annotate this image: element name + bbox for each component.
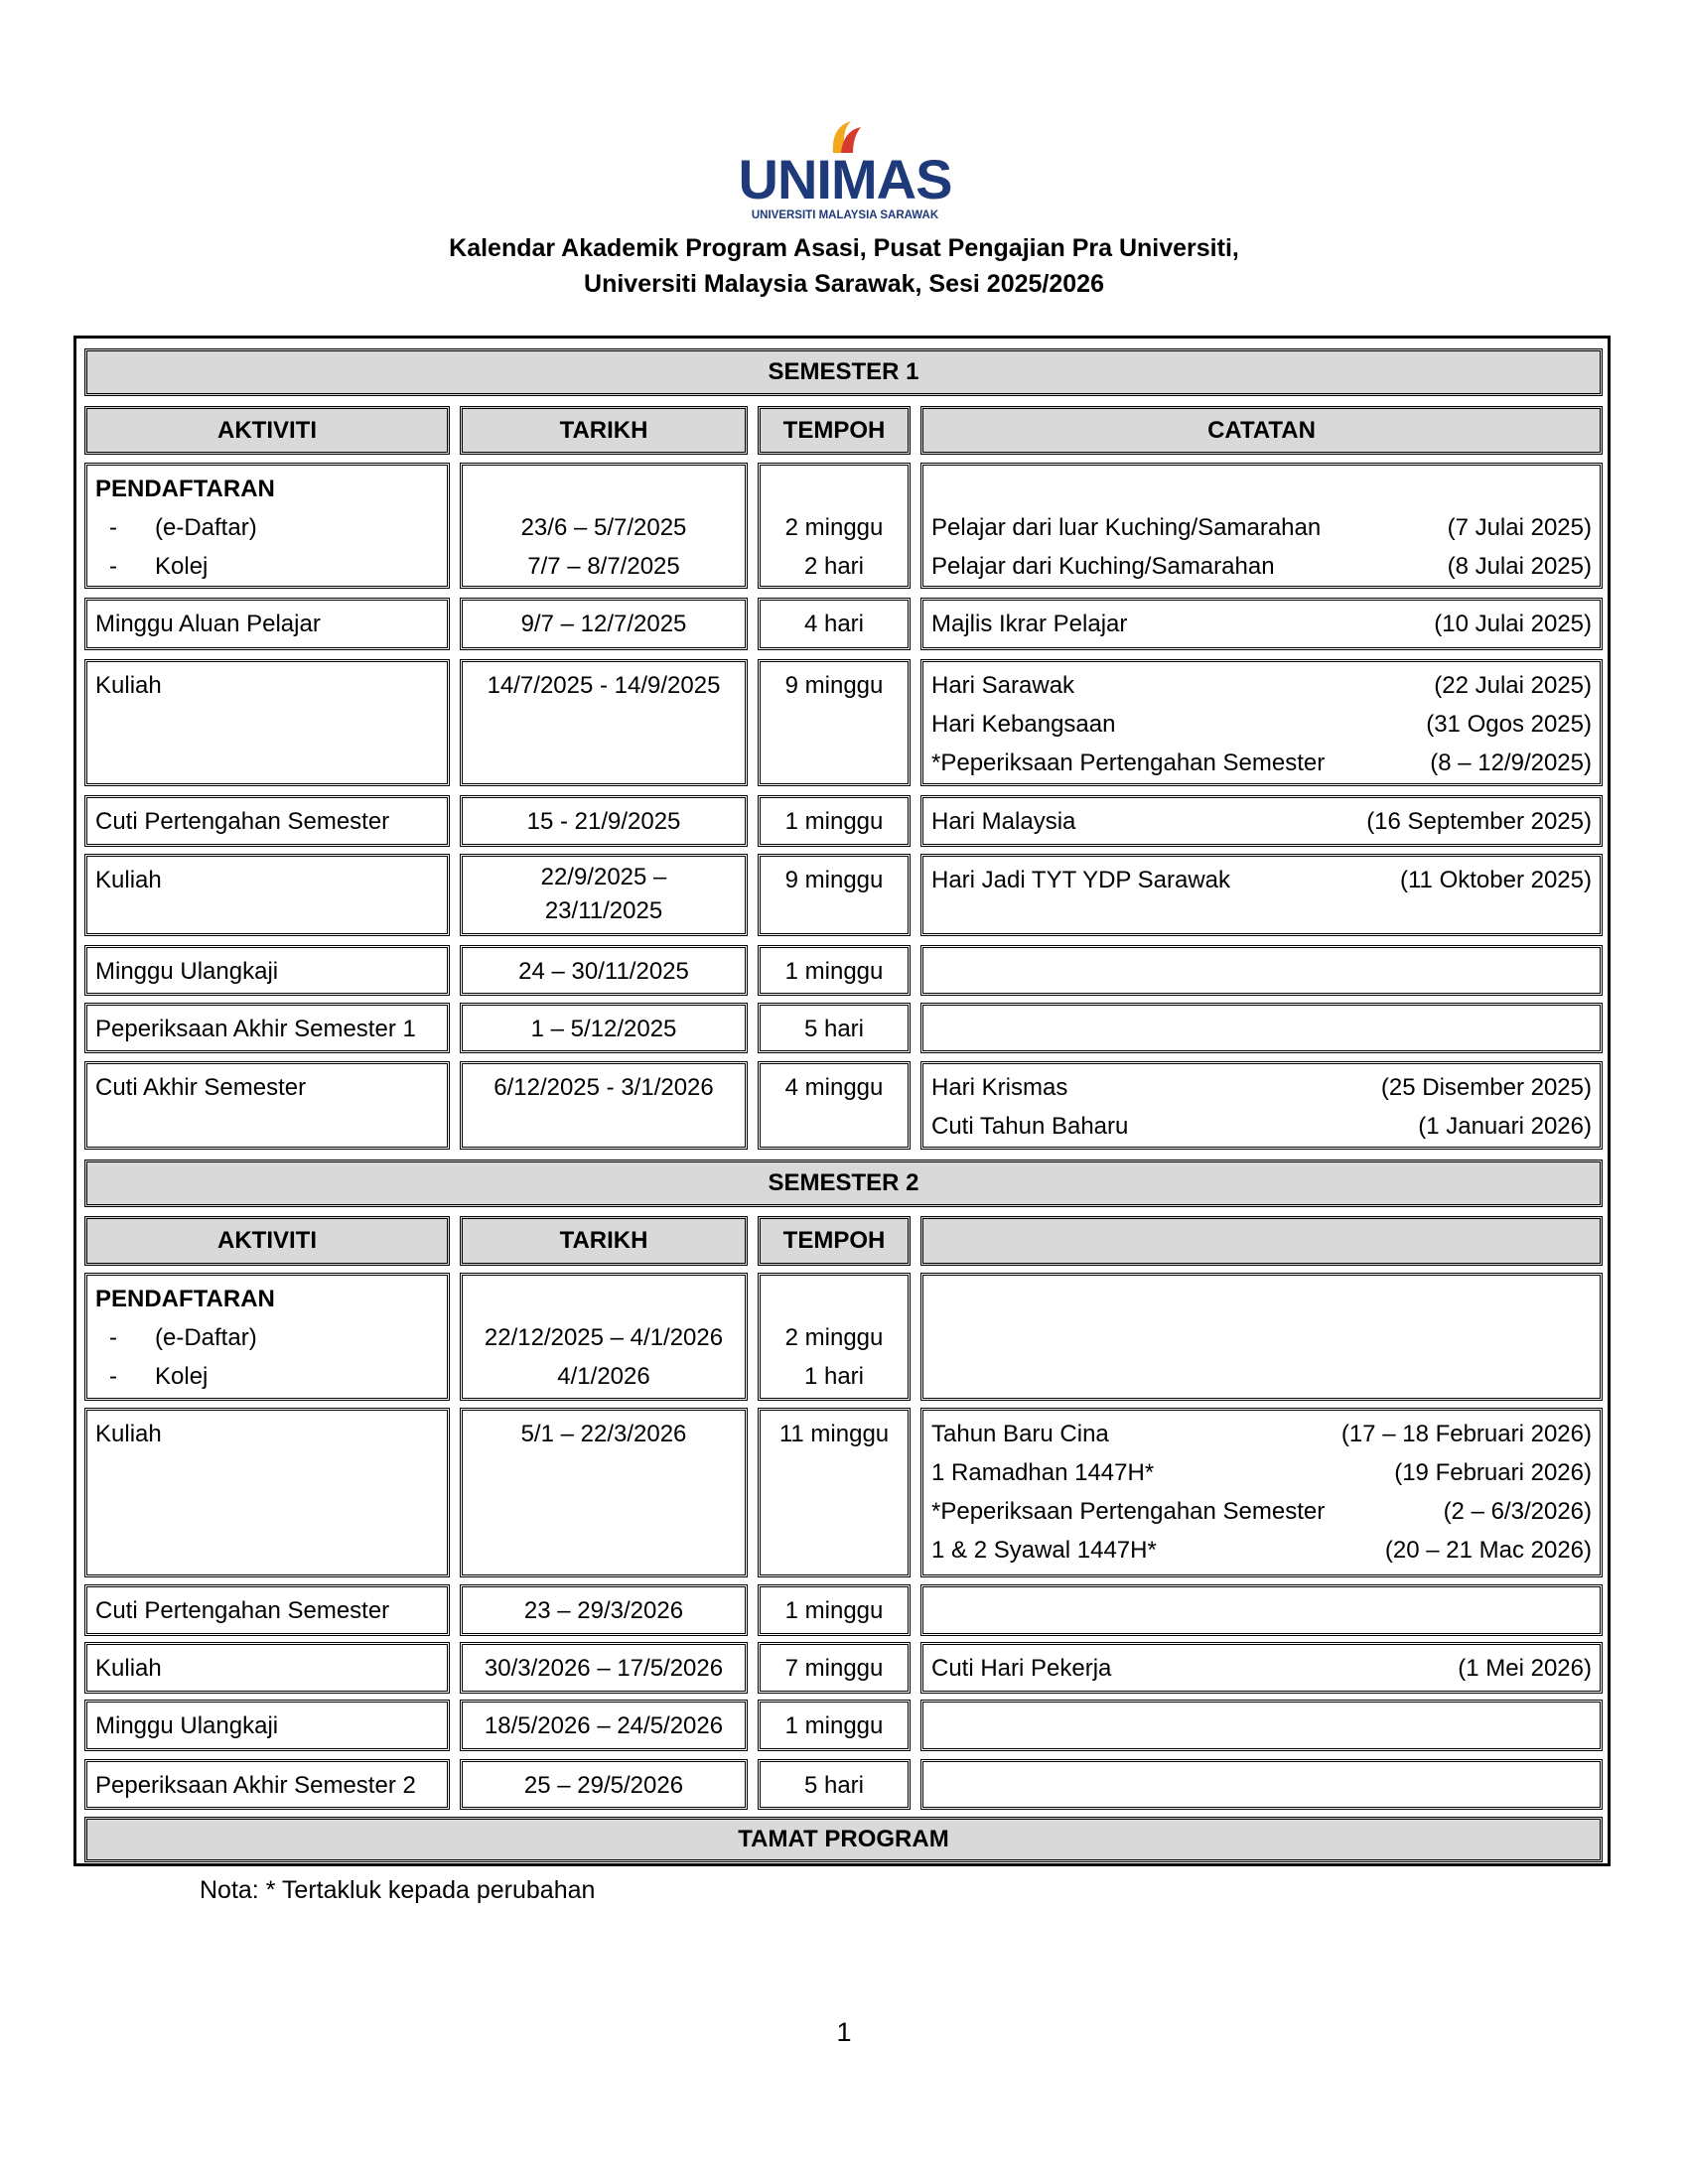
duration: 11 minggu [778, 1421, 890, 1447]
sem2-row-1-catatan [920, 1273, 1603, 1401]
sem2-row-2-tempoh-content [761, 1411, 908, 1453]
svg-text:UNIVERSITI MALAYSIA SARAWAK: UNIVERSITI MALAYSIA SARAWAK [751, 209, 939, 221]
sem1-row-6-aktiviti-content [87, 948, 447, 991]
sem2-row-1-tarikh [460, 1273, 748, 1401]
sem1-row-3-tempoh [758, 659, 911, 786]
sem2-row-3-tarikh [460, 1584, 748, 1636]
note-date: (1 Januari 2026) [1418, 1113, 1592, 1140]
sem1-row-4-tarikh [460, 795, 748, 847]
note-text: *Peperiksaan Pertengahan Semester [931, 1498, 1326, 1525]
note-date: (8 Julai 2025) [1447, 553, 1592, 580]
sem2-row-4-tarikh-content [463, 1645, 745, 1688]
note-text: 1 & 2 Syawal 1447H* [931, 1537, 1157, 1564]
sem2-row-1-tempoh [758, 1273, 911, 1401]
sem1-row-3-catatan-content [923, 662, 1600, 782]
sem1-row-1-tarikh [460, 463, 748, 589]
note-date: (20 – 21 Mac 2026) [1384, 1537, 1592, 1564]
sem1-row-5-tarikh-content [463, 857, 745, 928]
date-range: 24 – 30/11/2025 [518, 958, 689, 985]
sem2-row-2-tarikh [460, 1408, 748, 1577]
sem2-row-2-catatan-content [923, 1411, 1600, 1570]
sem2-row-5-tempoh [758, 1700, 911, 1751]
sem1-row-7-aktiviti-label: Peperiksaan Akhir Semester 1 [95, 1016, 416, 1042]
sem1-row-8-tempoh-content [761, 1064, 908, 1107]
note-date: (2 – 6/3/2026) [1443, 1498, 1592, 1525]
date-range: 9/7 – 12/7/2025 [520, 611, 687, 637]
sem2-header-aktiviti [84, 1216, 450, 1266]
sem2-row-2-aktiviti-content [87, 1411, 447, 1453]
sem1-row-5-catatan-content [923, 857, 1600, 899]
sem1-row-3-aktiviti [84, 659, 450, 786]
sem2-row-1-sub-item [95, 1318, 439, 1357]
sem1-row-2-aktiviti-content [87, 601, 447, 643]
sem1-row-4-catatan [920, 795, 1603, 847]
sem1-header-tarikh [460, 406, 748, 455]
date-range: 22/9/2025 – [540, 864, 667, 890]
note-date: (8 – 12/9/2025) [1430, 750, 1592, 776]
sem2-row-1-tempoh-content [761, 1276, 908, 1396]
sub-label: (e-Daftar) [155, 514, 257, 541]
note-line [931, 547, 1592, 586]
sem2-row-6-tempoh-content [761, 1762, 908, 1805]
sem1-row-1-aktiviti [84, 463, 450, 589]
sem2-row-2-tempoh [758, 1408, 911, 1577]
sem1-row-2-tempoh-content [761, 601, 908, 643]
spacer-line [471, 1280, 737, 1318]
sem1-row-7-tempoh-content [761, 1006, 908, 1048]
sem1-header-aktiviti [84, 406, 450, 455]
note-date: (25 Disember 2025) [1380, 1074, 1592, 1101]
sem1-row-3-tarikh-content [463, 662, 745, 705]
sem2-row-4-tarikh [460, 1642, 748, 1694]
sem1-row-4-aktiviti-content [87, 798, 447, 841]
sem1-row-1-sub-item [95, 508, 439, 547]
sem2-row-2-aktiviti-label: Kuliah [95, 1421, 162, 1447]
duration: 1 minggu [784, 808, 884, 835]
sem2-row-5-tarikh [460, 1700, 748, 1751]
note-line [931, 1649, 1592, 1688]
sem1-row-1-sub-item [95, 547, 439, 586]
sem1-row-7-tarikh [460, 1003, 748, 1053]
date-range: 18/5/2026 – 24/5/2026 [484, 1712, 724, 1739]
sem1-row-8-tarikh [460, 1061, 748, 1150]
sem1-row-6-aktiviti [84, 945, 450, 996]
sem2-row-6-tarikh-content [463, 1762, 745, 1805]
sem1-header-tempoh-label: TEMPOH [782, 417, 886, 444]
duration: 9 minggu [784, 867, 884, 893]
sem1-row-8-tempoh [758, 1061, 911, 1150]
sem1-row-5-tempoh [758, 854, 911, 936]
note-text: *Peperiksaan Pertengahan Semester [931, 750, 1326, 776]
note-text: Hari Krismas [931, 1074, 1068, 1101]
sem2-row-6-aktiviti [84, 1759, 450, 1810]
sem2-row-5-catatan-content [923, 1703, 1600, 1706]
sem2-row-1-aktiviti [84, 1273, 450, 1401]
note-text: Cuti Hari Pekerja [931, 1655, 1112, 1682]
sem2-row-5-tempoh-content [761, 1703, 908, 1745]
date-range: 23/11/2025 [544, 897, 663, 924]
note-line [931, 802, 1592, 841]
duration: 2 minggu [784, 514, 884, 541]
sem2-row-6-aktiviti-label: Peperiksaan Akhir Semester 2 [95, 1772, 416, 1799]
duration: 1 minggu [784, 1712, 884, 1739]
sem1-row-6-catatan-content [923, 948, 1600, 952]
sem2-row-1-aktiviti-content [87, 1276, 447, 1396]
sem1-row-4-tarikh-content [463, 798, 745, 841]
sem2-row-1-catatan-content [923, 1276, 1600, 1280]
spacer-line [769, 470, 900, 508]
page-number: 1 [836, 2017, 852, 2047]
date-range: 15 - 21/9/2025 [526, 808, 681, 835]
sem1-row-5-tempoh-content [761, 857, 908, 899]
sem1-row-1-tempoh [758, 463, 911, 589]
dash-marker: - [109, 1363, 117, 1390]
sem1-row-6-tarikh [460, 945, 748, 996]
sem2-row-6-aktiviti-content [87, 1762, 447, 1805]
sem1-header-tempoh [758, 406, 911, 455]
sem1-row-7-catatan [920, 1003, 1603, 1053]
note-line [931, 1068, 1592, 1107]
sem1-header-catatan-label: CATATAN [1207, 417, 1316, 444]
sem1-row-2-tarikh-content [463, 601, 745, 643]
sem1-row-1-aktiviti-content [87, 466, 447, 586]
spacer-line [769, 1280, 900, 1318]
note-line [931, 744, 1592, 782]
sem2-row-6-catatan [920, 1759, 1603, 1810]
semester-1-title-text: SEMESTER 1 [768, 358, 919, 385]
sem2-header-aktiviti-label: AKTIVITI [217, 1227, 317, 1254]
note-text: 1 Ramadhan 1447H* [931, 1459, 1155, 1486]
date-range: 14/7/2025 - 14/9/2025 [487, 672, 721, 699]
date-range: 23 – 29/3/2026 [523, 1597, 684, 1624]
sem2-row-2-aktiviti [84, 1408, 450, 1577]
sem1-row-7-tempoh [758, 1003, 911, 1053]
sem2-row-1-aktiviti-label: PENDAFTARAN [95, 1286, 275, 1312]
sem2-row-5-aktiviti [84, 1700, 450, 1751]
sem2-row-4-catatan-content [923, 1645, 1600, 1688]
unimas-logo [728, 117, 962, 224]
sem1-row-4-catatan-content [923, 798, 1600, 841]
note-date: (10 Julai 2025) [1434, 611, 1592, 637]
sem2-row-6-catatan-content [923, 1762, 1600, 1766]
date-range: 22/12/2025 – 4/1/2026 [484, 1324, 724, 1351]
sem1-row-1-tempoh-content [761, 466, 908, 586]
duration: 4 minggu [784, 1074, 884, 1101]
dash-marker: - [109, 1324, 117, 1351]
note-line [931, 861, 1592, 899]
sub-label: (e-Daftar) [155, 1324, 257, 1351]
sem2-row-2-tarikh-content [463, 1411, 745, 1453]
sem2-row-6-tempoh [758, 1759, 911, 1810]
sem1-row-8-tarikh-content [463, 1064, 745, 1107]
tamat-program-banner-text: TAMAT PROGRAM [738, 1826, 949, 1852]
note-text: Pelajar dari luar Kuching/Samarahan [931, 514, 1322, 541]
note-date: (11 Oktober 2025) [1400, 867, 1592, 893]
sem1-row-4-tempoh-content [761, 798, 908, 841]
sub-label: Kolej [155, 553, 209, 580]
footnote: Nota: * Tertakluk kepada perubahan [200, 1876, 596, 1904]
sem1-row-2-tempoh [758, 598, 911, 650]
sem2-header-tarikh [460, 1216, 748, 1266]
sem1-row-8-aktiviti-content [87, 1064, 447, 1107]
sem1-header-tarikh-label: TARIKH [559, 417, 648, 444]
duration: 4 hari [803, 611, 865, 637]
sem1-row-1-aktiviti-label: PENDAFTARAN [95, 476, 275, 502]
sem2-row-4-catatan [920, 1642, 1603, 1694]
note-date: (1 Mei 2026) [1458, 1655, 1592, 1682]
sem2-header-tarikh-label: TARIKH [559, 1227, 648, 1254]
sem2-row-4-tempoh-content [761, 1645, 908, 1688]
sem1-row-3-aktiviti-content [87, 662, 447, 705]
date-range: 6/12/2025 - 3/1/2026 [493, 1074, 714, 1101]
sem1-header-catatan [920, 406, 1603, 455]
sem1-row-7-tarikh-content [463, 1006, 745, 1048]
sem1-row-2-catatan [920, 598, 1603, 650]
note-date: (31 Ogos 2025) [1426, 711, 1592, 738]
sem2-row-4-aktiviti-content [87, 1645, 447, 1688]
sem2-row-3-aktiviti-label: Cuti Pertengahan Semester [95, 1597, 390, 1624]
sem1-row-2-catatan-content [923, 601, 1600, 643]
date-range: 5/1 – 22/3/2026 [520, 1421, 687, 1447]
sem2-row-2-catatan [920, 1408, 1603, 1577]
note-line [931, 1415, 1592, 1453]
sem1-row-6-tarikh-content [463, 948, 745, 991]
date-range: 30/3/2026 – 17/5/2026 [484, 1655, 724, 1682]
sem2-row-5-catatan [920, 1700, 1603, 1751]
note-line [931, 666, 1592, 705]
document-title-line-1: Kalendar Akademik Program Asasi, Pusat Pengajian Pra Universiti, [449, 234, 1239, 262]
sem2-row-5-aktiviti-label: Minggu Ulangkaji [95, 1712, 279, 1739]
semester-1-title [84, 348, 1603, 396]
note-line [931, 605, 1592, 643]
spacer-line [931, 470, 1592, 508]
sem2-header-tempoh [758, 1216, 911, 1266]
sem1-row-6-tempoh-content [761, 948, 908, 991]
sem1-row-6-catatan [920, 945, 1603, 996]
note-date: (7 Julai 2025) [1447, 514, 1592, 541]
duration: 9 minggu [784, 672, 884, 699]
sem2-row-3-tempoh [758, 1584, 911, 1636]
sem1-row-3-catatan [920, 659, 1603, 786]
sem2-row-3-tarikh-content [463, 1587, 745, 1630]
duration: 1 minggu [784, 958, 884, 985]
sem2-row-3-catatan-content [923, 1587, 1600, 1591]
document-title-line-2: Universiti Malaysia Sarawak, Sesi 2025/2026 [584, 270, 1104, 298]
duration: 7 minggu [784, 1655, 884, 1682]
sem1-row-4-aktiviti [84, 795, 450, 847]
sem1-row-2-tarikh [460, 598, 748, 650]
note-date: (22 Julai 2025) [1434, 672, 1592, 699]
sem1-row-1-catatan [920, 463, 1603, 589]
sem2-row-4-aktiviti [84, 1642, 450, 1694]
sem1-row-5-catatan [920, 854, 1603, 936]
duration: 5 hari [803, 1016, 865, 1042]
sem1-row-8-catatan [920, 1061, 1603, 1150]
note-line [931, 1107, 1592, 1146]
dash-marker: - [109, 553, 117, 580]
note-text: Tahun Baru Cina [931, 1421, 1109, 1447]
note-date: (16 September 2025) [1366, 808, 1592, 835]
sem1-row-3-tempoh-content [761, 662, 908, 705]
sem2-row-5-tarikh-content [463, 1703, 745, 1745]
sem2-row-3-aktiviti-content [87, 1587, 447, 1630]
sem1-row-5-aktiviti [84, 854, 450, 936]
sem2-row-1-tarikh-content [463, 1276, 745, 1396]
duration: 1 hari [803, 1363, 865, 1390]
sem1-row-5-aktiviti-label: Kuliah [95, 867, 162, 893]
note-text: Majlis Ikrar Pelajar [931, 611, 1128, 637]
duration: 2 hari [803, 553, 865, 580]
sem1-row-7-aktiviti [84, 1003, 450, 1053]
note-text: Pelajar dari Kuching/Samarahan [931, 553, 1275, 580]
sem1-row-8-aktiviti-label: Cuti Akhir Semester [95, 1074, 307, 1101]
sem1-row-2-aktiviti-label: Minggu Aluan Pelajar [95, 611, 321, 637]
sem1-row-4-aktiviti-label: Cuti Pertengahan Semester [95, 808, 390, 835]
duration: 2 minggu [784, 1324, 884, 1351]
sem1-row-7-catatan-content [923, 1006, 1600, 1010]
sem1-row-3-tarikh [460, 659, 748, 786]
spacer-line [471, 470, 737, 508]
note-line [931, 705, 1592, 744]
sem2-row-5-aktiviti-content [87, 1703, 447, 1745]
date-range: 23/6 – 5/7/2025 [520, 514, 687, 541]
duration: 1 minggu [784, 1597, 884, 1624]
tamat-program-banner [84, 1817, 1603, 1862]
sem2-row-4-tempoh [758, 1642, 911, 1694]
sem1-row-6-tempoh [758, 945, 911, 996]
sem2-row-1-sub-item [95, 1357, 439, 1396]
note-line [931, 1453, 1592, 1492]
sem2-header-tempoh-label: TEMPOH [782, 1227, 886, 1254]
sem1-row-3-aktiviti-label: Kuliah [95, 672, 162, 699]
semester-2-title [84, 1160, 1603, 1207]
date-range: 25 – 29/5/2026 [523, 1772, 684, 1799]
date-range: 4/1/2026 [557, 1363, 650, 1390]
note-text: Cuti Tahun Baharu [931, 1113, 1129, 1140]
sem1-row-6-aktiviti-label: Minggu Ulangkaji [95, 958, 279, 985]
sem1-header-aktiviti-label: AKTIVITI [217, 417, 317, 444]
sem2-row-4-aktiviti-label: Kuliah [95, 1655, 162, 1682]
sem1-row-8-catatan-content [923, 1064, 1600, 1146]
sem1-row-1-tarikh-content [463, 466, 745, 586]
sem1-row-4-tempoh [758, 795, 911, 847]
note-text: Hari Jadi TYT YDP Sarawak [931, 867, 1231, 893]
sem1-row-2-aktiviti [84, 598, 450, 650]
sem1-row-8-aktiviti [84, 1061, 450, 1150]
semester-2-title-text: SEMESTER 2 [768, 1169, 919, 1196]
note-line [931, 508, 1592, 547]
note-text: Hari Sarawak [931, 672, 1075, 699]
sem2-header-catatan [920, 1216, 1603, 1266]
date-range: 7/7 – 8/7/2025 [527, 553, 680, 580]
sem1-row-1-catatan-content [923, 466, 1600, 586]
sub-label: Kolej [155, 1363, 209, 1390]
note-text: Hari Malaysia [931, 808, 1076, 835]
note-date: (19 Februari 2026) [1394, 1459, 1592, 1486]
dash-marker: - [109, 514, 117, 541]
svg-text:UNIMAS: UNIMAS [738, 148, 952, 210]
sem2-row-3-catatan [920, 1584, 1603, 1636]
sem2-row-6-tarikh [460, 1759, 748, 1810]
sem2-row-3-aktiviti [84, 1584, 450, 1636]
note-date: (17 – 18 Februari 2026) [1340, 1421, 1592, 1447]
calendar-table [73, 336, 1611, 1866]
duration: 5 hari [803, 1772, 865, 1799]
note-line [931, 1492, 1592, 1531]
sem2-row-3-tempoh-content [761, 1587, 908, 1630]
sem1-row-5-aktiviti-content [87, 857, 447, 899]
note-line [931, 1531, 1592, 1570]
sem1-row-7-aktiviti-content [87, 1006, 447, 1048]
sem1-row-5-tarikh [460, 854, 748, 936]
date-range: 1 – 5/12/2025 [530, 1016, 677, 1042]
note-text: Hari Kebangsaan [931, 711, 1116, 738]
